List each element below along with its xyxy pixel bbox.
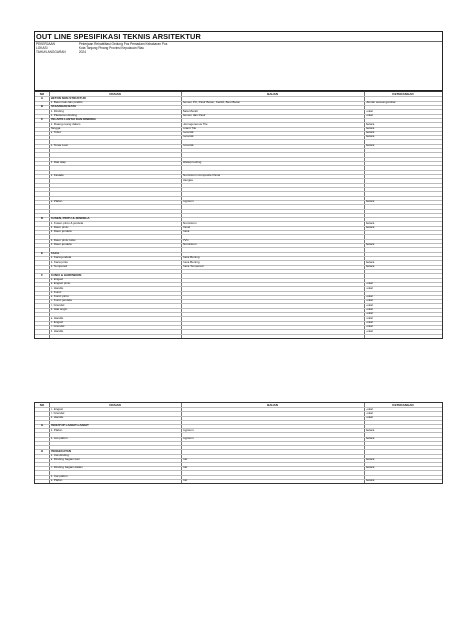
table-cell: Kaca bbox=[182, 230, 190, 234]
row-divider bbox=[35, 187, 442, 188]
row-divider bbox=[35, 334, 442, 335]
table-cell: Cat bbox=[182, 458, 188, 462]
table-cell: d. Handle bbox=[50, 329, 64, 333]
header-value: 2024 bbox=[78, 50, 86, 54]
table-cell: 1. Kaca jendela bbox=[50, 256, 72, 260]
table-cell: a. Kunci pintu bbox=[50, 295, 69, 299]
table-cell: b. Engsel bbox=[50, 321, 64, 325]
table-cell: Setara bbox=[365, 126, 375, 130]
table-cell: Granit Tile bbox=[182, 126, 197, 130]
table-cell: Setara bbox=[365, 243, 375, 247]
table-cell: c. Grendel bbox=[50, 411, 65, 415]
column-uraian-header: URAIAN bbox=[109, 92, 121, 96]
table-cell: a. Dinding bagian luar bbox=[50, 458, 80, 462]
table-cell: c. Grendel bbox=[50, 325, 65, 329]
table-cell: Keramik bbox=[182, 135, 194, 139]
table-cell: 1. Cat dinding bbox=[50, 453, 70, 457]
row-divider bbox=[35, 139, 442, 140]
table-cell: Lokal bbox=[365, 321, 373, 325]
table-cell: Setara bbox=[365, 479, 375, 483]
table-cell: Cat bbox=[182, 479, 188, 483]
table-cell: Lokal bbox=[365, 299, 373, 303]
section-heading: C bbox=[40, 118, 44, 122]
document-title: OUT LINE SPESIFIKASI TEKNIS ARSITEKTUR bbox=[36, 32, 201, 41]
row-divider bbox=[35, 247, 442, 248]
table-cell: 2. Cat plafon bbox=[50, 474, 68, 478]
section-heading: PELAPIS LANTAI DAN DINDING bbox=[50, 118, 96, 122]
table-cell: Lokal bbox=[365, 411, 373, 415]
section-heading: PASANGAN BATA bbox=[50, 105, 77, 109]
table-cell: a. Toilet bbox=[50, 131, 61, 135]
header-value: Kota Tanjung Pinang Provinsi Kepulauan Riau bbox=[78, 46, 145, 50]
table-cell: Setara bbox=[365, 264, 375, 268]
table-cell: Setara bbox=[365, 436, 375, 440]
table-cell: b. Engsel bbox=[50, 407, 64, 411]
header-label: LOKASI bbox=[36, 46, 48, 50]
column-no-header: NO bbox=[39, 403, 45, 407]
table-cell: 2. List plafon bbox=[50, 436, 68, 440]
table-cell: Keramik bbox=[182, 131, 194, 135]
table-cell: Gypsum bbox=[182, 428, 194, 432]
table-cell: 2. Plesteran dinding bbox=[50, 113, 78, 117]
section-heading: B bbox=[40, 105, 44, 109]
table-cell: Keramik bbox=[182, 144, 194, 148]
table-cell: Kaca Bening bbox=[182, 260, 200, 264]
table-cell: 2. Kunci bbox=[50, 290, 62, 294]
row-divider bbox=[35, 209, 442, 210]
table-cell: b. Kunci jendela bbox=[50, 299, 72, 303]
section-heading: KACA bbox=[50, 251, 60, 255]
specification-table-page-2 bbox=[34, 402, 443, 484]
section-heading: F bbox=[41, 273, 43, 277]
table-cell: Setara bbox=[365, 221, 375, 225]
section-heading: KUSEN, PINTU & JENDELA bbox=[50, 217, 90, 221]
table-cell: a. Plafon bbox=[50, 479, 63, 483]
column-keterangan-header: KETERANGAN bbox=[392, 403, 414, 407]
table-cell: Lokal bbox=[365, 113, 373, 117]
section-heading: H bbox=[40, 449, 44, 453]
header-label: PEKERJAAN bbox=[36, 42, 55, 46]
table-cell: Setara bbox=[365, 428, 375, 432]
table-cell: Lokal bbox=[365, 303, 373, 307]
table-cell: Setara bbox=[365, 144, 375, 148]
section-heading: A bbox=[40, 96, 44, 100]
row-divider bbox=[35, 148, 442, 149]
table-cell: Gypsum bbox=[182, 200, 194, 204]
section-heading: E bbox=[40, 251, 43, 255]
table-cell: Setara bbox=[365, 135, 375, 139]
specification-table-page-1 bbox=[34, 91, 443, 339]
row-divider bbox=[35, 152, 442, 153]
document-header bbox=[34, 31, 443, 91]
table-cell: 1. Plafon bbox=[50, 428, 63, 432]
table-cell: Setara bbox=[365, 122, 375, 126]
column-no-header: NO bbox=[39, 92, 45, 96]
table-cell: 2. Daun pintu bbox=[50, 226, 69, 230]
table-cell: Setara bbox=[365, 466, 375, 470]
table-cell: Lokal bbox=[365, 308, 373, 312]
table-cell: Panel bbox=[182, 226, 191, 230]
row-divider bbox=[35, 204, 442, 205]
table-cell: 1. Beton lain-lain praktis bbox=[50, 100, 83, 104]
table-cell: Lokal bbox=[365, 325, 373, 329]
row-divider bbox=[35, 170, 442, 171]
table-cell: 1. Teras Luar bbox=[50, 144, 68, 148]
table-cell: 1. Ruang-ruang dalam bbox=[50, 122, 81, 126]
table-cell: b. Dinding bagian dalam bbox=[50, 466, 83, 470]
header-value: Pekerjaan Rehabilitasi Gedung Pos Pemadam Kebakaran Pos bbox=[78, 42, 168, 46]
table-cell: Lokal bbox=[365, 312, 373, 316]
table-cell: b. Handle bbox=[50, 286, 64, 290]
table-cell: 1. Kusen pintu & jendela bbox=[50, 221, 84, 225]
row-divider bbox=[35, 462, 442, 463]
table-cell: Lokal bbox=[365, 415, 373, 419]
row-divider bbox=[35, 213, 442, 214]
section-heading: G bbox=[40, 424, 44, 428]
table-cell: Bata Merah bbox=[182, 109, 199, 113]
table-cell: 4. Daun pintu toilet bbox=[50, 239, 76, 243]
section-heading: PENUTUP LANGIT-LANGIT bbox=[50, 424, 89, 428]
table-cell: 2. Kaca pintu bbox=[50, 260, 69, 264]
section-heading: D bbox=[40, 217, 44, 221]
table-cell: a. Plafon bbox=[50, 200, 63, 204]
row-divider bbox=[35, 445, 442, 446]
header-row-year bbox=[36, 51, 86, 55]
table-cell: Semen PC, Pasir Beton, Kerikil, Besi Beton bbox=[182, 100, 241, 104]
table-cell: Setara bbox=[365, 260, 375, 264]
row-divider bbox=[35, 432, 442, 433]
table-cell: Setara bbox=[365, 458, 375, 462]
table-cell: Lokal bbox=[365, 407, 373, 411]
table-cell: d. Hak angin bbox=[50, 308, 68, 312]
row-divider bbox=[35, 157, 442, 158]
table-cell: 1. Dinding bbox=[50, 109, 65, 113]
table-cell: c. Grendel bbox=[50, 303, 65, 307]
table-cell: a. Engsel pintu bbox=[50, 282, 71, 286]
section-heading: KUNCI & HARDWARE bbox=[50, 273, 82, 277]
table-cell: Waterproofing bbox=[182, 161, 202, 165]
table-cell: 5. Daun jendela bbox=[50, 243, 72, 247]
row-divider bbox=[35, 441, 442, 442]
row-divider bbox=[35, 420, 442, 421]
row-divider bbox=[35, 191, 442, 192]
table-cell: 1. Engsel bbox=[50, 277, 64, 281]
row-divider bbox=[35, 183, 442, 184]
table-cell: Lokal bbox=[365, 109, 373, 113]
table-cell: Semen dan Pasir bbox=[182, 113, 206, 117]
table-cell: Rangka bbox=[182, 178, 193, 182]
table-cell: Lokal bbox=[365, 316, 373, 320]
table-cell: Kaca Tempered bbox=[182, 264, 204, 268]
row-divider bbox=[35, 165, 442, 166]
table-cell: 3. Daun jendela bbox=[50, 230, 72, 234]
column-uraian-header: URAIAN bbox=[109, 403, 121, 407]
table-cell: 2. Dak atap bbox=[50, 161, 66, 165]
column-bahan-header: BAHAN bbox=[267, 403, 278, 407]
section-heading: BETON NON STRUKTUR bbox=[50, 96, 86, 100]
header-label: TAHUN ANGGARAN bbox=[36, 50, 66, 54]
table-cell: Kaca Bening bbox=[182, 256, 200, 260]
row-divider bbox=[35, 470, 442, 471]
table-cell: Setara bbox=[365, 200, 375, 204]
table-cell: Tangga bbox=[50, 126, 61, 130]
table-cell: Ukuran sesuai gambar bbox=[365, 100, 396, 104]
table-cell: Aluminium bbox=[182, 221, 197, 225]
table-cell: a. Handle bbox=[50, 316, 64, 320]
table-cell: Setara bbox=[365, 226, 375, 230]
table-cell: Lokal bbox=[365, 295, 373, 299]
row-divider bbox=[35, 196, 442, 197]
table-cell: Aluminium Composite Panel bbox=[182, 174, 221, 178]
table-cell: Lokal bbox=[365, 282, 373, 286]
column-keterangan-header: KETERANGAN bbox=[392, 92, 414, 96]
table-cell: 1. Fasade bbox=[50, 174, 64, 178]
table-cell: 3. Tempered bbox=[50, 264, 68, 268]
table-cell: d. Handle bbox=[50, 415, 64, 419]
table-cell: Setara bbox=[365, 131, 375, 135]
section-heading: PENGECATAN bbox=[50, 449, 72, 453]
table-cell: Aluminium bbox=[182, 243, 197, 247]
row-divider bbox=[35, 269, 442, 270]
column-bahan-header: BAHAN bbox=[267, 92, 278, 96]
row-divider bbox=[35, 234, 442, 235]
table-cell: Cat bbox=[182, 466, 188, 470]
table-cell: Gypsum bbox=[182, 436, 194, 440]
table-cell: PVC bbox=[182, 239, 189, 243]
table-cell: Lokal bbox=[365, 329, 373, 333]
table-cell: Lokal bbox=[365, 286, 373, 290]
table-cell: Homogeneous Tile bbox=[182, 122, 208, 126]
